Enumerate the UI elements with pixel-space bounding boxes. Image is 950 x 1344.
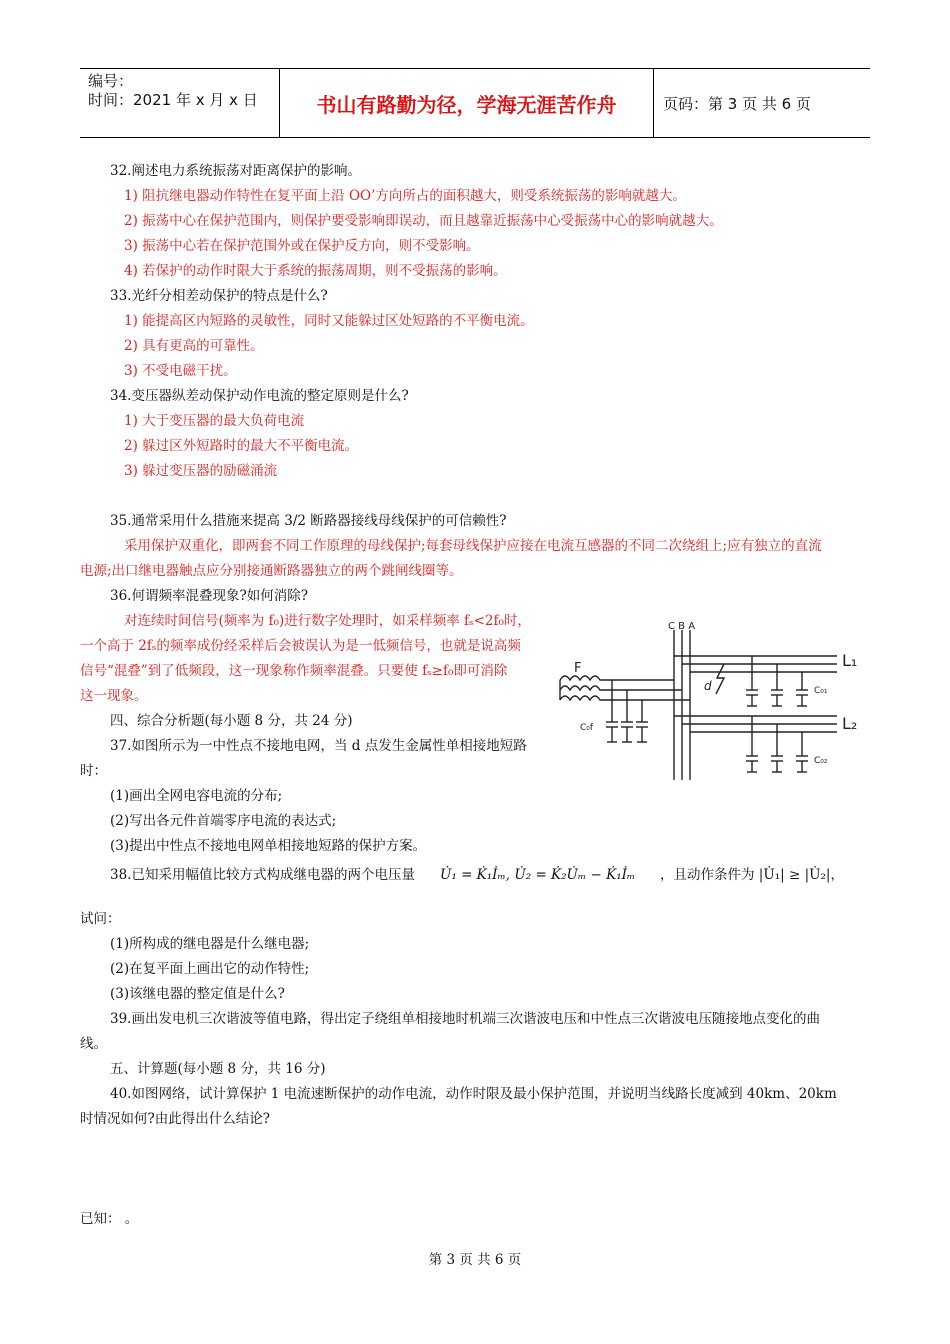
diagram-cap-l2: C₀₂ (814, 756, 828, 766)
header-motto: 书山有路勤为径，学海无涯苦作舟 (280, 69, 654, 137)
q38-sub-3: (3)该继电器的整定值是什么? (110, 986, 285, 1002)
q40-line2: 时情况如何?由此得出什么结论? (80, 1111, 270, 1127)
diagram-phase-labels: C B A (668, 621, 696, 632)
diagram-cap-gen: C₀f (580, 723, 594, 733)
q40-line1: 40.如图网络，试计算保护 1 电流速断保护的动作电流，动作时限及最小保护范围，并说明当线路长度减到 40km、20km (110, 1086, 837, 1102)
q38-sub-2: (2)在复平面上画出它的动作特性; (110, 961, 310, 977)
q36-answer-line2: 一个高于 2fₛ的频率成份经采样后会被误认为是一低频信号，也就是说高频 (80, 638, 521, 654)
header-meta (80, 69, 280, 137)
q34-answer-1: 1) 大于变压器的最大负荷电流 (124, 413, 305, 429)
diagram-cap-l1: C₀₁ (814, 686, 828, 696)
header-page: 页码：第 3 页 共 6 页 (663, 94, 811, 113)
q34-answer-2: 2) 躲过区外短路时的最大不平衡电流。 (124, 438, 359, 454)
q32-answer-4: 4) 若保护的动作时限大于系统的振荡周期，则不受振荡的影响。 (124, 263, 507, 279)
q37-line1: 37.如图所示为一中性点不接地电网，当 d 点发生金属性单相接地短路 (110, 738, 527, 754)
q33-answer-2: 2) 具有更高的可靠性。 (124, 338, 264, 354)
q33-answer-3: 3) 不受电磁干扰。 (124, 363, 237, 379)
network-diagram (552, 618, 870, 788)
q36-answer-line1: 对连续时间信号(频率为 f₀)进行数字处理时，如采样频率 fₛ<2f₀时， (124, 613, 531, 629)
header-number: 编号： (88, 72, 134, 90)
q37-line2: 时： (80, 763, 107, 779)
q32-answer-2: 2) 振荡中心在保护范围内，则保护要受影响即误动，而且越靠近振荡中心受振荡中心的影响就越大。 (124, 213, 723, 229)
q39-line2: 线。 (80, 1036, 107, 1052)
q39-line1: 39.画出发电机三次谐波等值电路，得出定子绕组单相接地时机端三次谐波电压和中性点三次谐波电压随接地点变化的曲 (110, 1011, 820, 1027)
q32-answer-1: 1) 阻抗继电器动作特性在复平面上沿 OO’方向所占的面积越大，则受系统振荡的影响就越大。 (124, 188, 686, 204)
q38-condition: ，且动作条件为 |U̇₁| ≥ |U̇₂|， (660, 867, 844, 883)
diagram-line2-label: L₂ (842, 714, 858, 733)
q35-answer-line2: 电源;出口继电器触点应分别接通断路器独立的两个跳闸线圈等。 (80, 563, 463, 579)
q36-answer-line4: 这一现象。 (80, 688, 148, 704)
known-label: 已知： 。 (80, 1211, 139, 1227)
q38-sub-1: (1)所构成的继电器是什么继电器; (110, 936, 310, 952)
q35-title: 35.通常采用什么措施来提高 3/2 断路器接线母线保护的可信赖性? (110, 513, 507, 529)
q33-answer-1: 1) 能提高区内短路的灵敏性，同时又能躲过区处短路的不平衡电流。 (124, 313, 534, 329)
q32-answer-3: 3) 振荡中心若在保护范围外或在保护反方向，则不受影响。 (124, 238, 480, 254)
q37-sub-1: (1)画出全网电容电流的分布; (110, 788, 283, 804)
q36-title: 36.何谓频率混叠现象?如何消除? (110, 588, 308, 604)
q38-formula: U̇₁ = K̇₁İₘ, U̇₂ = K̇₂U̇ₘ − K̇₁İₘ (440, 867, 636, 883)
section-4-heading: 四、综合分析题(每小题 8 分，共 24 分) (110, 713, 353, 729)
diagram-line1-label: L₁ (842, 651, 858, 670)
q33-title: 33.光纤分相差动保护的特点是什么? (110, 288, 328, 304)
q35-answer-line1: 采用保护双重化，即两套不同工作原理的母线保护;每套母线保护应接在电流互感器的不同二次绕组上;应有独立的直流 (124, 538, 822, 554)
q34-answer-3: 3) 躲过变压器的励磁涌流 (124, 463, 278, 479)
header-time: 时间：2021 年 x 月 x 日 (88, 91, 258, 109)
q38-line2: 试问： (80, 911, 121, 927)
q34-title: 34.变压器纵差动保护动作电流的整定原则是什么? (110, 388, 409, 404)
q36-answer-line3: 信号“混叠”到了低频段，这一现象称作频率混叠。只要使 fₛ≥f₀即可消除 (80, 663, 508, 679)
q37-sub-2: (2)写出各元件首端零序电流的表达式; (110, 813, 337, 829)
section-5-heading: 五、计算题(每小题 8 分，共 16 分) (110, 1061, 326, 1077)
diagram-generator-label: F (574, 661, 582, 676)
q38-line1: 38.已知采用幅值比较方式构成继电器的两个电压量 (110, 867, 415, 883)
page-footer: 第 3 页 共 6 页 (428, 1252, 522, 1268)
q37-sub-3: (3)提出中性点不接地电网单相接地短路的保护方案。 (110, 838, 427, 854)
q32-title: 32.阐述电力系统振荡对距离保护的影响。 (110, 163, 361, 179)
diagram-fault-label: d (704, 679, 712, 693)
page-header (80, 68, 870, 138)
